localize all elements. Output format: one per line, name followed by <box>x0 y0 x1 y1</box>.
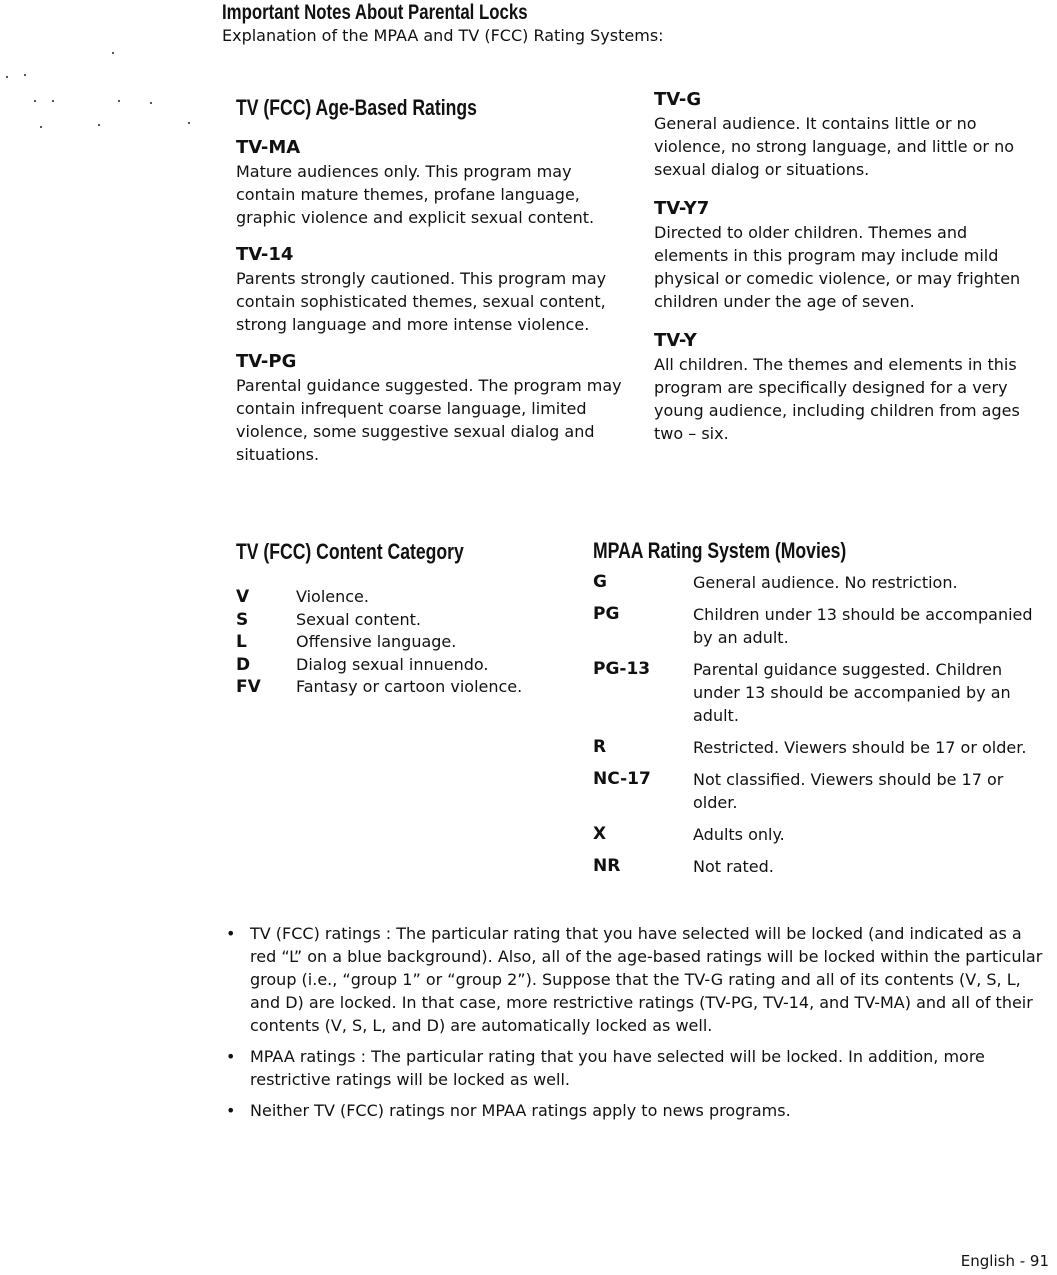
mpaa-code: NR <box>593 856 621 876</box>
mpaa-code: G <box>593 572 607 592</box>
mpaa-rating-list <box>593 571 1051 878</box>
mpaa-description: Children under 13 should be accompanied by an adult. <box>693 605 1033 647</box>
list-item <box>593 768 1051 814</box>
category-code: FV <box>236 677 261 697</box>
category-description: Dialog sexual innuendo. <box>296 654 489 674</box>
page-title: Important Notes About Parental Locks <box>222 1 528 24</box>
rating-tv-14 <box>236 243 628 336</box>
list-item <box>593 603 1051 649</box>
content-category-heading: TV (FCC) Content Category <box>236 539 464 564</box>
page-number: English - 91 <box>960 1252 1049 1270</box>
note-text: TV (FCC) ratings : The particular rating that you have selected will be locked (and indicated as a red “L” on a blue background). Also, all of the age-based ratings will be locked within the particular group (i.e., “group 1” or “group 2”). Suppose that the TV-G rating and all of its contents (V, S, L, and D) are locked. In that case, more restrictive ratings (TV-PG, TV-14, and TV-MA) and all of their contents (V, S, L, and D) are automatically locked as well. <box>250 924 1043 1035</box>
bullet-icon: • <box>226 1101 236 1120</box>
category-code: S <box>236 609 249 630</box>
rating-code: TV-MA <box>236 137 301 158</box>
category-code: D <box>236 654 251 675</box>
list-item <box>224 1099 1044 1122</box>
rating-tv-pg <box>236 350 628 466</box>
rating-code: TV-Y7 <box>654 198 710 219</box>
mpaa-code: X <box>593 824 607 844</box>
mpaa-description: Restricted. Viewers should be 17 or older. <box>693 738 1027 757</box>
list-item <box>593 823 1051 846</box>
age-based-ratings-heading: TV (FCC) Age-Based Ratings <box>236 95 477 120</box>
category-description: Offensive language. <box>296 632 457 651</box>
list-item <box>224 1045 1044 1091</box>
mpaa-code: R <box>593 737 607 757</box>
category-description: Fantasy or cartoon violence. <box>296 677 523 696</box>
list-item <box>236 631 566 654</box>
bullet-icon: • <box>226 924 236 943</box>
list-item <box>593 571 1051 594</box>
list-item <box>236 676 566 699</box>
bullet-icon: • <box>226 1047 236 1066</box>
category-description: Sexual content. <box>296 609 422 629</box>
rating-code: TV-14 <box>236 244 294 265</box>
note-text: Neither TV (FCC) ratings nor MPAA ratings apply to news programs. <box>250 1101 791 1120</box>
mpaa-code: PG-13 <box>593 659 651 679</box>
rating-description: Parents strongly cautioned. This program may contain sophisticated themes, sexual content, strong language and more intense violence. <box>236 269 607 334</box>
list-item <box>236 609 566 632</box>
list-item <box>593 736 1051 759</box>
rating-tv-ma <box>236 136 628 229</box>
rating-description: Directed to older children. Themes and elements in this program may include mild physical or comedic violence, or may frighten children under the age of seven. <box>654 223 1021 311</box>
rating-tv-g <box>654 88 1046 181</box>
list-item <box>593 855 1051 878</box>
notes-list <box>224 922 1044 1130</box>
rating-code: TV-G <box>654 89 702 110</box>
category-code: L <box>236 632 247 652</box>
rating-description: Parental guidance suggested. The program may contain infrequent coarse language, limited violence, some suggestive sexual dialog and situations. <box>236 376 622 464</box>
rating-description: General audience. It contains little or no violence, no strong language, and little or no sexual dialog or situations. <box>654 114 1015 179</box>
mpaa-code: PG <box>593 604 620 624</box>
rating-tv-y7 <box>654 197 1046 313</box>
mpaa-description: Adults only. <box>693 825 785 844</box>
mpaa-code: NC-17 <box>593 769 651 789</box>
page-subtitle: Explanation of the MPAA and TV (FCC) Rating Systems: <box>222 26 664 45</box>
mpaa-description: Not classified. Viewers should be 17 or older. <box>693 770 1004 812</box>
mpaa-description: Not rated. <box>693 857 774 876</box>
category-code: V <box>236 587 250 607</box>
rating-description: All children. The themes and elements in this program are specifically designed for a very young audience, including children from ages two – six. <box>654 355 1020 443</box>
mpaa-rating-section <box>593 537 1051 887</box>
age-based-ratings-left-column <box>236 94 628 466</box>
mpaa-description: Parental guidance suggested. Children under 13 should be accompanied by an adult. <box>693 660 1011 725</box>
list-item <box>236 586 566 609</box>
list-item <box>236 654 566 677</box>
category-description: Violence. <box>296 587 369 606</box>
list-item <box>224 922 1044 1037</box>
rating-code: TV-Y <box>654 330 697 351</box>
content-category-section <box>236 538 566 699</box>
rating-code: TV-PG <box>236 351 297 372</box>
mpaa-heading: MPAA Rating System (Movies) <box>593 538 847 563</box>
content-category-list <box>236 586 566 699</box>
list-item <box>593 658 1051 727</box>
age-based-ratings-right-column <box>654 88 1046 461</box>
mpaa-description: General audience. No restriction. <box>693 573 958 592</box>
note-text: MPAA ratings : The particular rating that you have selected will be locked. In addition, more restrictive ratings will be locked as well. <box>250 1047 985 1089</box>
rating-tv-y <box>654 329 1046 445</box>
rating-description: Mature audiences only. This program may contain mature themes, profane language, graphic violence and explicit sexual content. <box>236 162 595 227</box>
